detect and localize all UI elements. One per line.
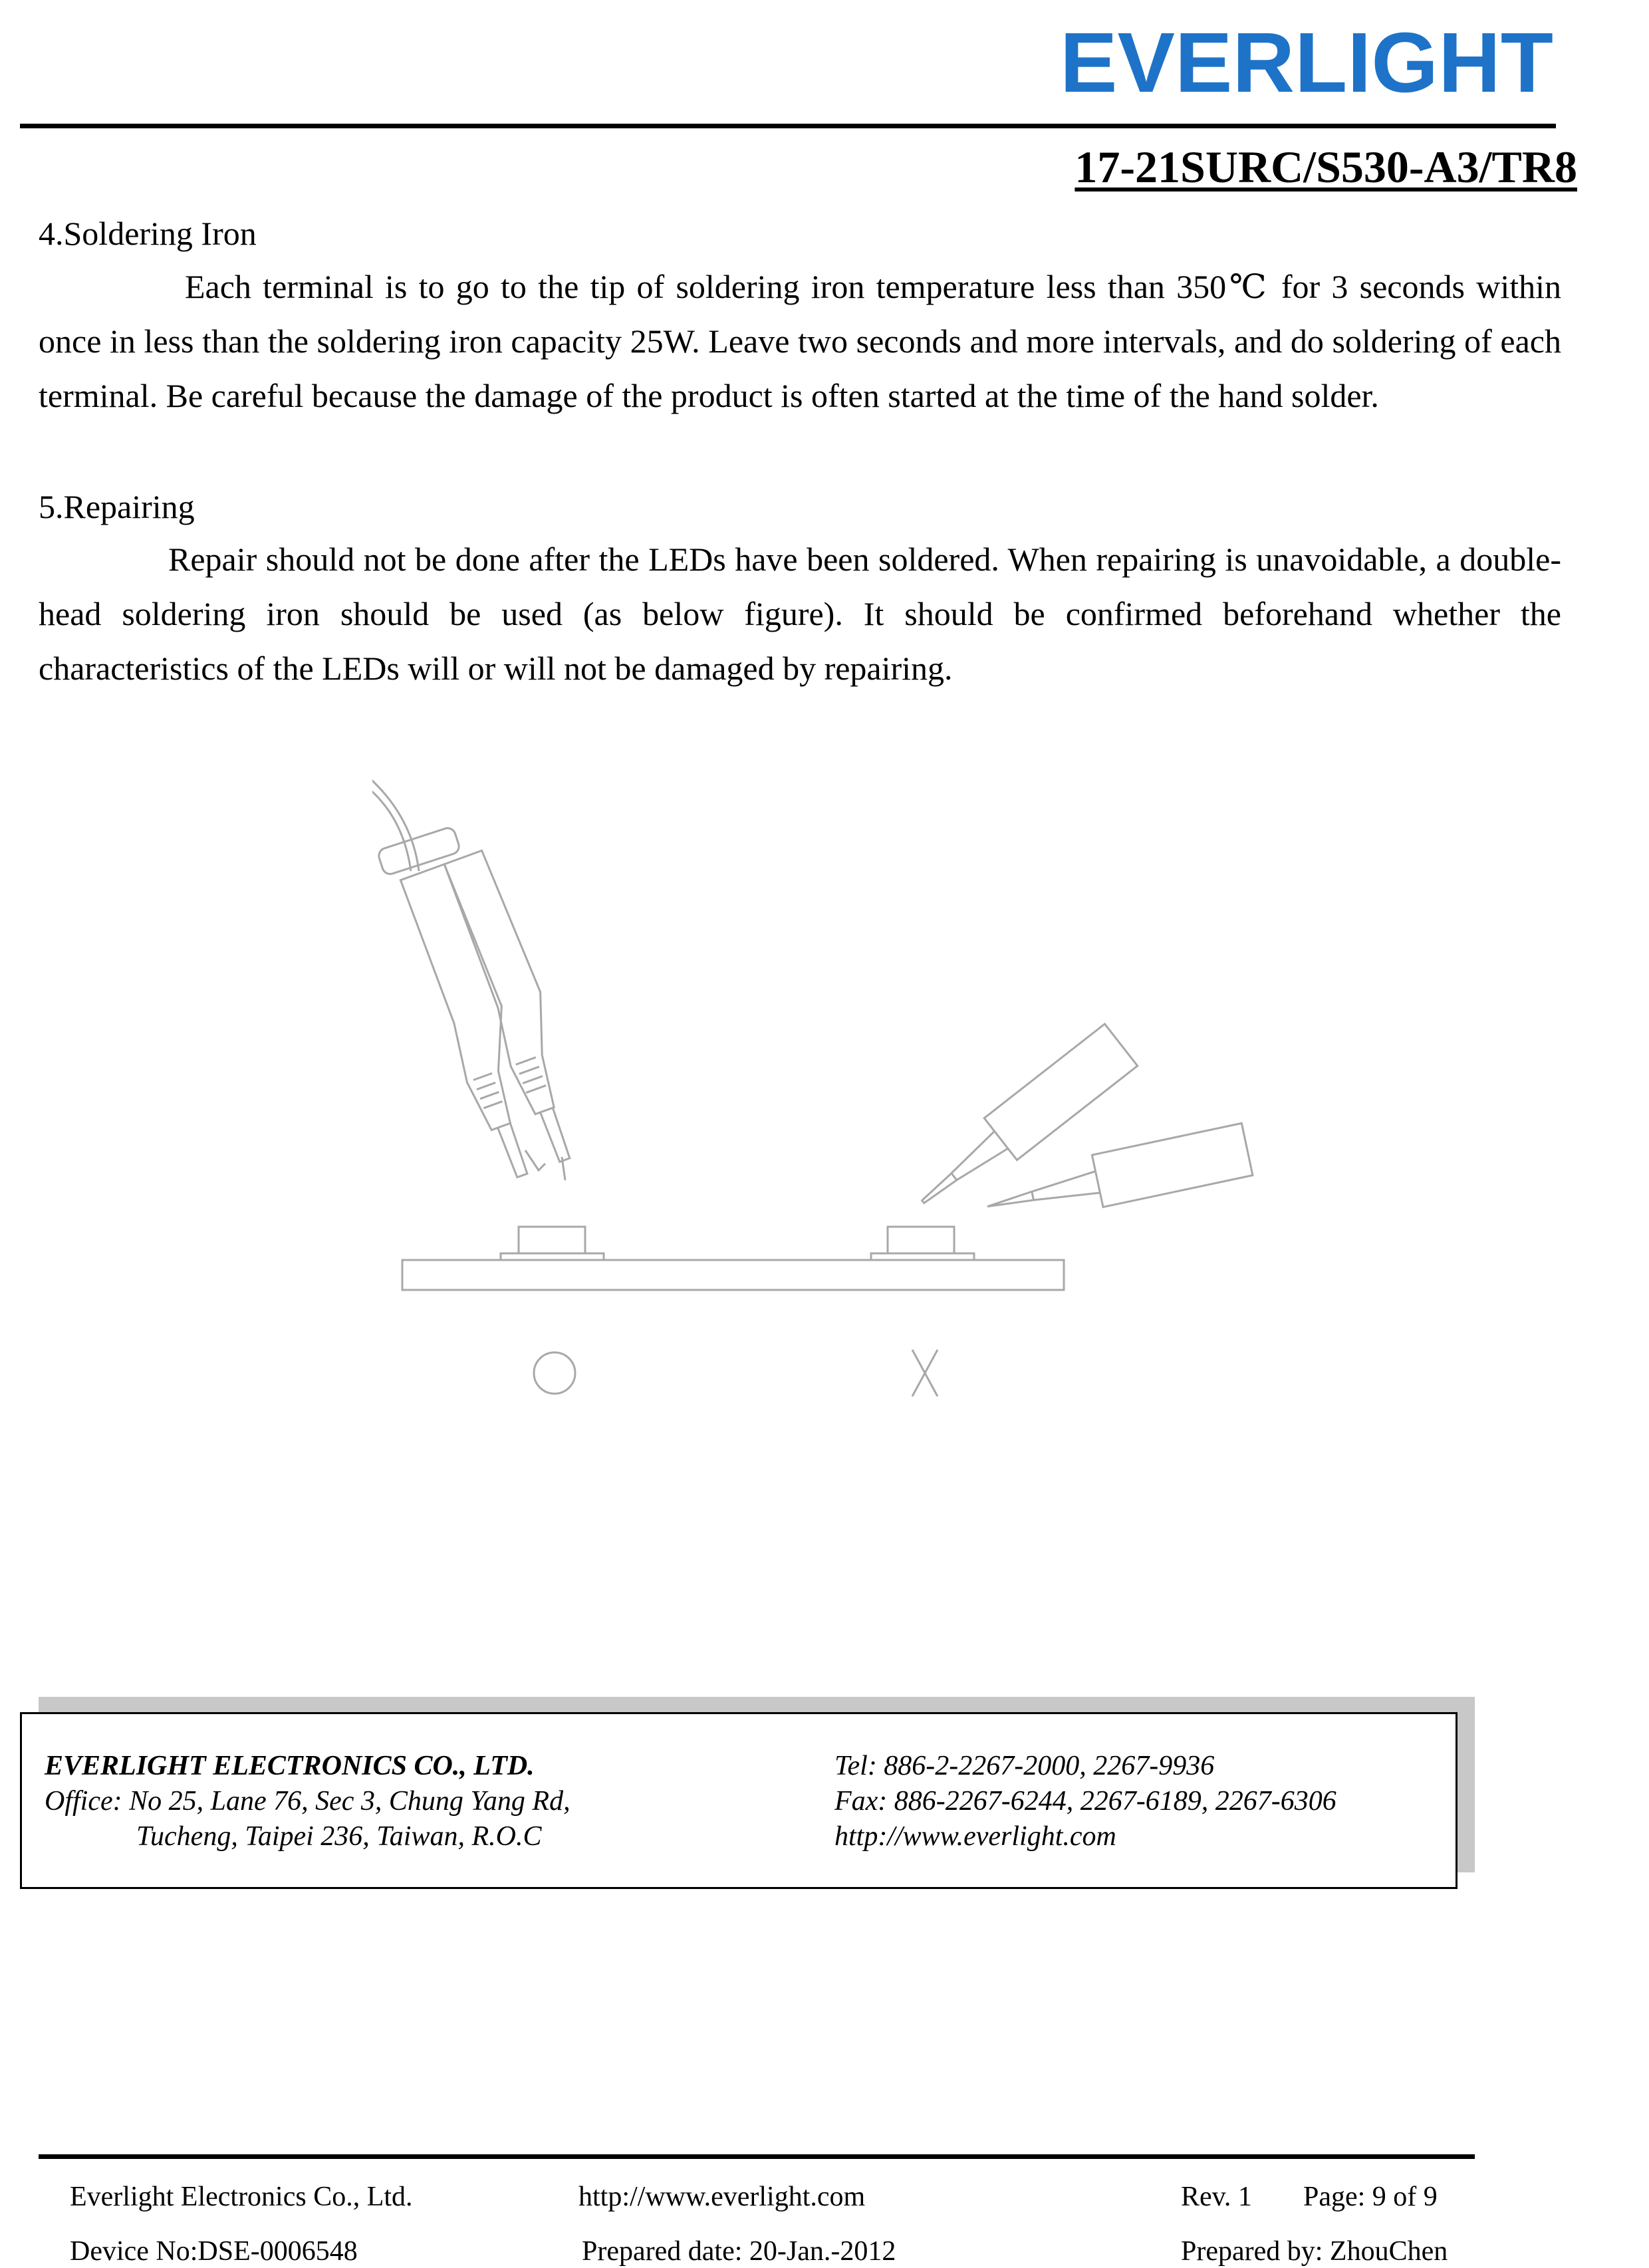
led-left-body [519,1227,585,1253]
office-address-line2: Tucheng, Taipei 236, Taiwan, R.O.C [136,1821,542,1852]
footer-prepared-date: Prepared date: 20-Jan.-2012 [582,2236,896,2267]
soldering-iron-upper [906,1024,1138,1221]
everlight-logo [1057,23,1556,101]
pcb-board [402,1260,1064,1290]
soldering-iron-lower [981,1123,1253,1230]
footer-rev: Rev. 1 [1181,2182,1252,2212]
section-heading-soldering-iron: 4.Soldering Iron [39,215,257,252]
led-right-body [888,1227,954,1253]
contact-box [20,1712,1458,1889]
wrong-mark [912,1350,938,1396]
logo-text: EVERLIGHT [1060,23,1553,101]
tel-line: Tel: 886-2-2267-2000, 2267-9936 [834,1751,1215,1781]
repairing-paragraph [39,532,1561,695]
tweezer-right-arm [438,848,597,1166]
correct-mark [534,1352,575,1394]
footer-prepared-by: Prepared by: ZhouChen [1181,2236,1448,2267]
header-rule [20,124,1556,128]
website-link[interactable]: http://www.everlight.com [834,1821,1116,1852]
footer-page-number: Page: 9 of 9 [1303,2182,1438,2212]
office-address-line1: Office: No 25, Lane 76, Sec 3, Chung Yang Rd, [45,1786,571,1817]
soldering-iron-paragraph [39,259,1561,423]
company-name: EVERLIGHT ELECTRONICS CO., LTD. [45,1751,535,1781]
fax-line: Fax: 886-2267-6244, 2267-6189, 2267-6306 [834,1786,1336,1817]
footer-rule [39,2154,1475,2159]
part-number: 17-21SURC/S530-A3/TR8 [1075,142,1577,192]
contact-phone-block [834,1749,1336,1854]
soldering-iron-text: Each terminal is to go to the tip of soldering iron temperature less than 350℃ for 3 seconds within once in less than the soldering iron capacity 25W. Leave two seconds and more intervals, and do soldering of each terminal. Be careful because the damage of the product is often started at the time of the hand solder. [39,268,1561,414]
tweezer-left-arm [394,862,559,1182]
repair-figure [372,738,1303,1403]
repairing-text: Repair should not be done after the LEDs have been soldered. When repairing is unavoidable, a double-head soldering iron should be used (as below figure). It should be confirmed beforehand whether the characteristics of the LEDs will or will not be damaged by repairing. [39,541,1561,687]
footer-url[interactable]: http://www.everlight.com [578,2182,866,2212]
footer-device-no: Device No:DSE-0006548 [70,2236,358,2267]
section-heading-repairing: 5.Repairing [39,488,195,525]
tweezer-tip-left [525,1150,545,1170]
footer-company: Everlight Electronics Co., Ltd. [70,2182,413,2212]
contact-address-block [45,1749,571,1854]
